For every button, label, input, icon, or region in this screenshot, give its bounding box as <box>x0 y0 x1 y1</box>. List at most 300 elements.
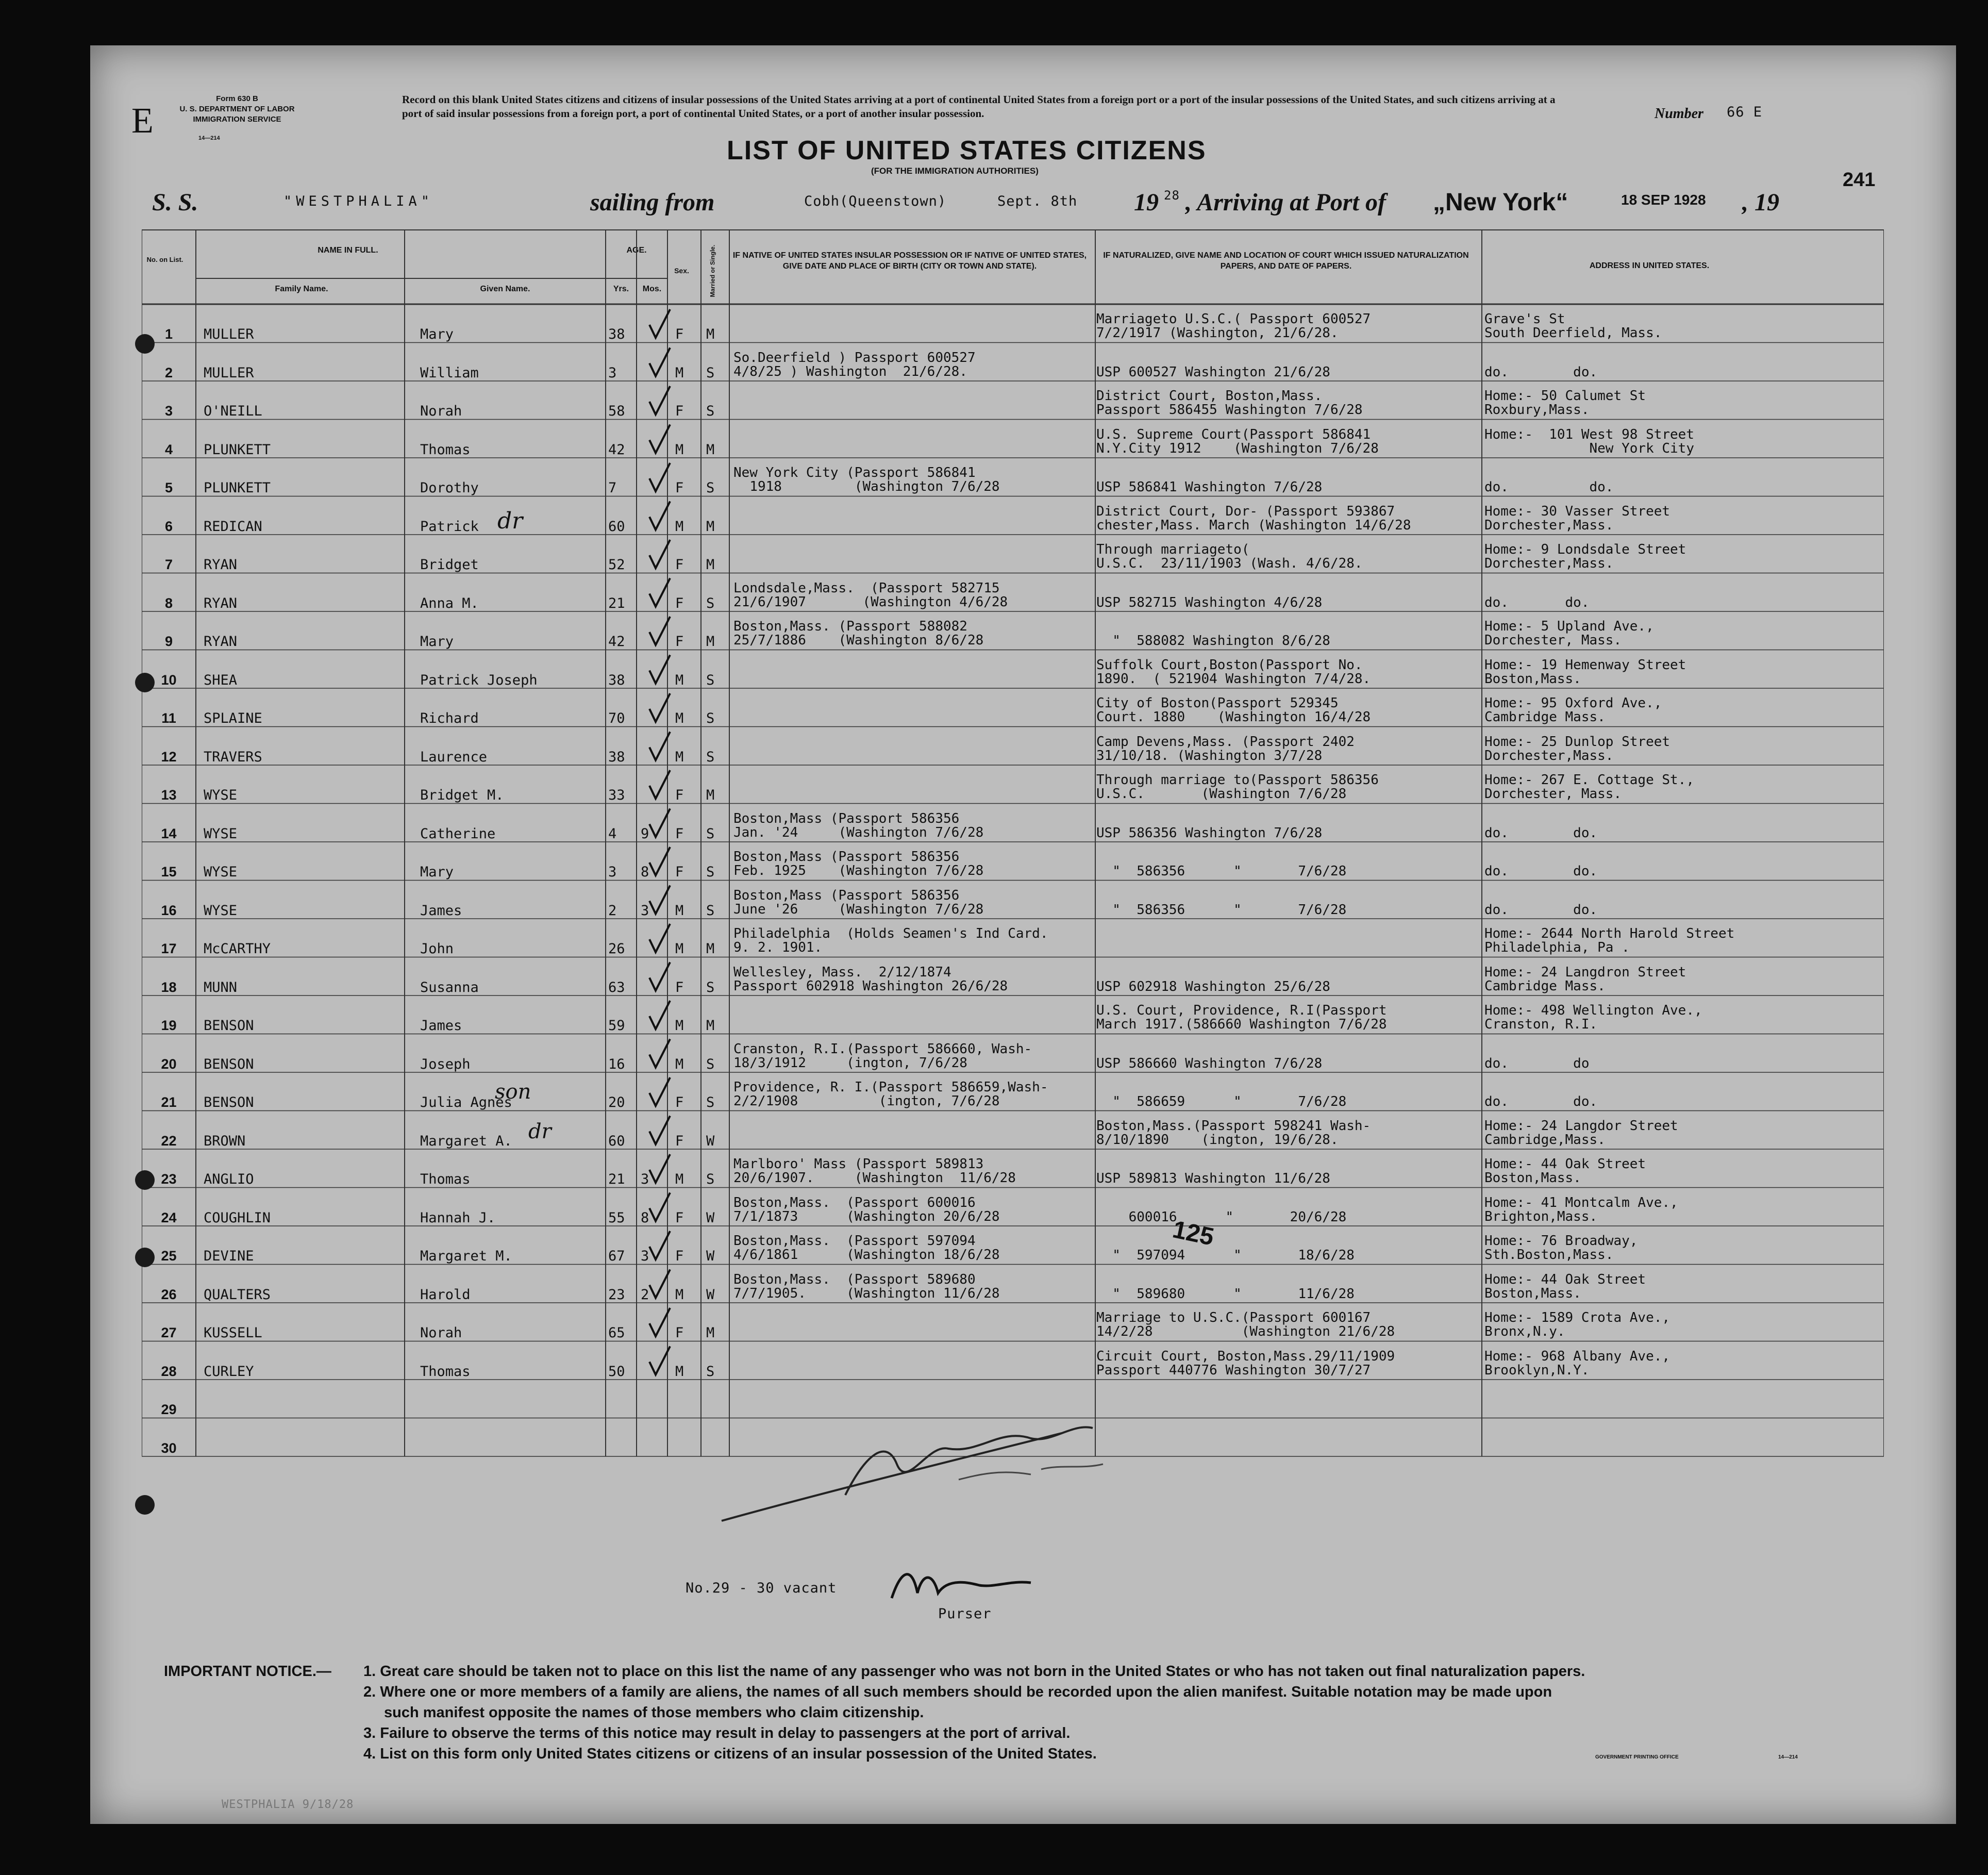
age-years: 59 <box>608 1018 625 1034</box>
us-address: Home:- 19 Hemenway Street Boston,Mass. <box>1484 657 1686 687</box>
us-address: do. do. <box>1484 364 1598 380</box>
row-number: 7 <box>164 557 173 572</box>
header-months: Mos. <box>642 285 662 293</box>
punch-hole <box>135 1248 155 1267</box>
us-address: do. do. <box>1484 825 1598 841</box>
given-name: Margaret A. <box>420 1133 512 1149</box>
birth-info: Providence, R. I.(Passport 586659,Wash- 2/2/1908 (ington, 7/6/28 <box>733 1080 1048 1109</box>
age-years: 65 <box>608 1325 625 1341</box>
us-address: Home:- 24 Langdor Street Cambridge,Mass. <box>1484 1118 1678 1148</box>
header-instructions: Record on this blank United States citizens and citizens of insular possessions of the United States arriving at a port of continental United States from a foreign port or a port of the insular possessions of the United States, and such citizens arriving at a port of said insular possessions from a foreign port, a port of continental United States, or a port of another insular possession. <box>402 93 1556 120</box>
age-years: 67 <box>608 1248 625 1264</box>
year2-prefix: , 19 <box>1742 189 1779 216</box>
family-name: WYSE <box>204 864 238 880</box>
sex: M <box>675 941 684 957</box>
naturalization-info: Marriage to U.S.C.(Passport 600167 14/2/28 (Washington 21/6/28 <box>1096 1310 1395 1339</box>
marital-status: S <box>706 1171 715 1187</box>
given-name: James <box>420 902 462 919</box>
row-number: 30 <box>161 1440 177 1456</box>
given-name: Hannah J. <box>420 1209 496 1226</box>
us-address: Home:- 50 Calumet St Roxbury,Mass. <box>1484 388 1646 418</box>
age-months: 8 <box>641 1209 649 1226</box>
notice-item-1: 1. Great care should be taken not to place on this list the name of any passenger who was not born in the United States or who has not taken out final naturalization papers. <box>363 1663 1585 1680</box>
age-years: 60 <box>608 518 625 535</box>
sex: M <box>675 1018 684 1034</box>
age-years: 42 <box>608 441 625 458</box>
marital-status: S <box>706 1363 715 1380</box>
header-married-single: Married or Single. <box>709 244 716 297</box>
naturalization-info: Through marriageto( U.S.C. 23/11/1903 (Wash. 4/6/28. <box>1096 542 1363 571</box>
family-name: MULLER <box>204 364 254 381</box>
sex: M <box>675 1286 684 1303</box>
marital-status: S <box>706 749 715 765</box>
annotation-son-row20: son <box>495 1080 531 1104</box>
naturalization-info: USP 586841 Washington 7/6/28 <box>1096 479 1323 495</box>
vacant-note: No.29 - 30 vacant <box>686 1580 837 1596</box>
row-number: 9 <box>164 634 173 649</box>
ss-label: S. S. <box>152 189 198 216</box>
family-name: WYSE <box>204 787 238 803</box>
age-months: 3 <box>641 1171 649 1187</box>
sex: F <box>675 864 684 880</box>
family-name: COUGHLIN <box>204 1209 271 1226</box>
row-number: 15 <box>161 864 177 880</box>
naturalization-info: Through marriage to(Passport 586356 U.S.C. (Washington 7/6/28 <box>1096 772 1379 802</box>
age-years: 23 <box>608 1286 625 1303</box>
naturalization-info: " 597094 " 18/6/28 <box>1096 1248 1355 1263</box>
age-years: 16 <box>608 1056 625 1072</box>
sex: M <box>675 672 684 688</box>
age-years: 21 <box>608 595 625 611</box>
row-number: 19 <box>161 1018 177 1033</box>
row-number: 14 <box>161 825 177 841</box>
marital-status: M <box>706 634 715 650</box>
age-months: 3 <box>641 902 649 919</box>
age-years: 42 <box>608 634 625 650</box>
header-name-in-full: NAME IN FULL. <box>318 246 378 255</box>
row-number: 29 <box>161 1402 177 1417</box>
naturalization-info: Suffolk Court,Boston(Passport No. 1890. ( 521904 Washington 7/4/28. <box>1096 657 1371 687</box>
printer-code: 14—214 <box>1778 1754 1798 1760</box>
us-address: do. do <box>1484 1055 1590 1071</box>
annotation-dau-row21: dr <box>528 1120 552 1143</box>
given-name: Norah <box>420 1325 462 1341</box>
birth-info: Boston,Mass (Passport 586356 Feb. 1925 (Washington 7/6/28 <box>733 849 984 878</box>
us-address: Home:- 44 Oak Street Boston,Mass. <box>1484 1271 1646 1301</box>
row-number: 13 <box>161 787 177 803</box>
us-address: do. do. <box>1484 864 1598 879</box>
naturalization-info: District Court, Dor- (Passport 593867 chester,Mass. March (Washington 14/6/28 <box>1096 503 1411 533</box>
sex: F <box>675 1325 684 1341</box>
birth-info: Boston,Mass (Passport 586356 June '26 (Washington 7/6/28 <box>733 887 984 917</box>
marital-status: M <box>706 1325 715 1341</box>
year-value: 28 <box>1164 188 1180 203</box>
age-years: 60 <box>608 1133 625 1149</box>
age-years: 3 <box>608 364 617 381</box>
purser-label: Purser <box>938 1606 992 1622</box>
arrival-port: „New York“ <box>1433 189 1568 216</box>
family-name: QUALTERS <box>204 1286 271 1303</box>
marital-status: S <box>706 979 715 995</box>
punch-hole <box>135 1495 155 1515</box>
birth-info: Boston,Mass. (Passport 597094 4/6/1861 (Washington 18/6/28 <box>733 1233 1000 1263</box>
printer-mark: GOVERNMENT PRINTING OFFICE <box>1595 1754 1679 1760</box>
marital-status: S <box>706 480 715 496</box>
family-name: MULLER <box>204 326 254 342</box>
naturalization-info: USP 586660 Washington 7/6/28 <box>1096 1055 1323 1071</box>
family-name: PLUNKETT <box>204 441 271 458</box>
marital-status: S <box>706 864 715 880</box>
sex: F <box>675 634 684 650</box>
naturalization-info: " 588082 Washington 8/6/28 <box>1096 633 1330 649</box>
row-number: 4 <box>164 441 173 457</box>
marital-status: W <box>706 1248 715 1264</box>
marital-status: W <box>706 1133 715 1149</box>
sex: F <box>675 1209 684 1226</box>
family-name: TRAVERS <box>204 749 262 765</box>
form-number: Form 630 B <box>216 94 258 103</box>
us-address: Home:- 5 Upland Ave., Dorchester, Mass. <box>1484 619 1654 648</box>
us-address: Home:- 1589 Crota Ave., Bronx,N.y. <box>1484 1310 1670 1339</box>
row-number: 11 <box>161 710 176 726</box>
notice-item-2: 2. Where one or more members of a family are aliens, the names of all such members should be recorded upon the alien manifest. Suitable notation may be made upon <box>363 1684 1552 1700</box>
family-name: WYSE <box>204 902 238 919</box>
sex: M <box>675 364 684 381</box>
age-years: 52 <box>608 557 625 573</box>
given-name: Bridget M. <box>420 787 504 803</box>
age-years: 7 <box>608 480 617 496</box>
marital-status: S <box>706 710 715 726</box>
family-name: BENSON <box>204 1056 254 1072</box>
notice-item-3: 3. Failure to observe the terms of this notice may result in delay to passengers at the port of arrival. <box>363 1725 1071 1741</box>
family-name: BENSON <box>204 1018 254 1034</box>
given-name: Mary <box>420 864 454 880</box>
notice-list <box>363 1661 1910 1764</box>
naturalization-info: U.S. Supreme Court(Passport 586841 N.Y.City 1912 (Washington 7/6/28 <box>1096 426 1379 456</box>
header-sex: Sex. <box>674 267 689 275</box>
punch-hole <box>135 673 155 692</box>
header-family-name: Family Name. <box>275 285 328 293</box>
marital-status: M <box>706 326 715 342</box>
row-number: 28 <box>161 1363 177 1379</box>
given-name: Joseph <box>420 1056 471 1072</box>
given-name: Harold <box>420 1286 471 1303</box>
age-years: 50 <box>608 1363 625 1380</box>
departure-port: Cobh(Queenstown) <box>804 193 947 209</box>
row-number: 21 <box>161 1094 177 1110</box>
department-name: U. S. DEPARTMENT OF LABOR <box>179 105 295 113</box>
row-number: 16 <box>161 902 177 918</box>
row-number: 1 <box>164 326 173 342</box>
notice-lead: IMPORTANT NOTICE.— <box>164 1663 331 1680</box>
naturalization-info: U.S. Court, Providence, R.I(Passport March 1917.(586660 Washington 7/6/28 <box>1096 1003 1387 1032</box>
age-years: 4 <box>608 825 617 842</box>
us-address: Home:- 498 Wellington Ave., Cranston, R.I. <box>1484 1003 1702 1032</box>
us-address: do. do. <box>1484 902 1598 918</box>
age-months: 2 <box>641 1286 649 1303</box>
family-name: BENSON <box>204 1094 254 1110</box>
header-no: No. on List. <box>146 256 183 263</box>
age-months: 9 <box>641 825 649 842</box>
family-name: BROWN <box>204 1133 246 1149</box>
arrival-date-stamp: 18 SEP 1928 <box>1621 192 1706 208</box>
page-title: LIST OF UNITED STATES CITIZENS <box>727 136 1207 165</box>
marital-status: M <box>706 518 715 535</box>
marital-status: M <box>706 441 715 458</box>
family-name: ANGLIO <box>204 1171 254 1187</box>
naturalization-info: Circuit Court, Boston,Mass.29/11/1909 Passport 440776 Washington 30/7/27 <box>1096 1348 1395 1378</box>
us-address: Grave's St South Deerfield, Mass. <box>1484 311 1662 341</box>
age-years: 63 <box>608 979 625 995</box>
family-name: RYAN <box>204 557 238 573</box>
given-name: Thomas <box>420 1363 471 1380</box>
sex: F <box>675 480 684 496</box>
sex: F <box>675 326 684 342</box>
form-code-block <box>155 94 320 125</box>
age-years: 33 <box>608 787 625 803</box>
annotation-dau-row5: dr <box>497 508 523 534</box>
ship-name: "WESTPHALIA" <box>283 193 434 209</box>
family-name: CURLEY <box>204 1363 254 1380</box>
age-years: 20 <box>608 1094 625 1110</box>
row-number: 22 <box>161 1133 177 1149</box>
sex: F <box>675 1248 684 1264</box>
age-years: 38 <box>608 672 625 688</box>
birth-info: Boston,Mass (Passport 586356 Jan. '24 (Washington 7/6/28 <box>733 810 984 840</box>
family-name: MUNN <box>204 979 238 995</box>
naturalization-info: " 586659 " 7/6/28 <box>1096 1094 1347 1109</box>
page-number: 241 <box>1843 169 1876 191</box>
naturalization-info: USP 600527 Washington 21/6/28 <box>1096 364 1330 380</box>
us-address: Home:- 76 Broadway, Sth.Boston,Mass. <box>1484 1233 1638 1263</box>
given-name: Patrick <box>420 518 479 535</box>
given-name: Susanna <box>420 979 479 995</box>
inspector-signature <box>711 1392 1175 1536</box>
marital-status: M <box>706 1018 715 1034</box>
marital-status: W <box>706 1209 715 1226</box>
marital-status: M <box>706 941 715 957</box>
header-naturalized: IF NATURALIZED, GIVE NAME AND LOCATION OF COURT WHICH ISSUED NATURALIZATION PAPERS, AND DATE OF PAPERS. <box>1103 251 1469 271</box>
birth-info: Londsdale,Mass. (Passport 582715 21/6/1907 (Washington 4/6/28 <box>733 580 1008 610</box>
marital-status: S <box>706 595 715 611</box>
birth-info: Boston,Mass. (Passport 588082 25/7/1886 (Washington 8/6/28 <box>733 619 984 648</box>
us-address: Home:- 968 Albany Ave., Brooklyn,N.Y. <box>1484 1348 1670 1378</box>
age-years: 21 <box>608 1171 625 1187</box>
marital-status: S <box>706 1094 715 1110</box>
row-number: 26 <box>161 1286 177 1302</box>
naturalization-info: USP 602918 Washington 25/6/28 <box>1096 978 1330 994</box>
given-name: Thomas <box>420 1171 471 1187</box>
row-number: 23 <box>161 1171 177 1187</box>
us-address: Home:- 9 Londsdale Street Dorchester,Mass. <box>1484 542 1686 571</box>
birth-info: Cranston, R.I.(Passport 586660, Wash- 18/3/1912 (ington, 7/6/28 <box>733 1041 1032 1071</box>
birth-info: New York City (Passport 586841 1918 (Washington 7/6/28 <box>733 465 1000 494</box>
sailing-from-label: sailing from <box>590 189 715 216</box>
marital-status: S <box>706 1056 715 1072</box>
given-name: Anna M. <box>420 595 479 611</box>
us-address: Home:- 30 Vasser Street Dorchester,Mass. <box>1484 503 1670 533</box>
us-address: Home:- 24 Langdron Street Cambridge Mass. <box>1484 964 1686 994</box>
family-name: O'NEILL <box>204 403 262 419</box>
table-body <box>142 229 1884 1467</box>
birth-info: Boston,Mass. (Passport 600016 7/1/1873 (Washington 20/6/28 <box>733 1194 1000 1224</box>
sex: F <box>675 979 684 995</box>
us-address: Home:- 267 E. Cottage St., Dorchester, Mass. <box>1484 772 1694 802</box>
naturalization-info: Camp Devens,Mass. (Passport 2402 31/10/18. (Washington 3/7/28 <box>1096 734 1355 764</box>
age-years: 55 <box>608 1209 625 1226</box>
family-name: WYSE <box>204 825 238 842</box>
naturalization-info: USP 582715 Washington 4/6/28 <box>1096 594 1323 610</box>
age-years: 38 <box>608 749 625 765</box>
age-months: 8 <box>641 864 649 880</box>
naturalization-info: " 586356 " 7/6/28 <box>1096 864 1347 879</box>
marital-status: S <box>706 902 715 919</box>
row-number: 24 <box>161 1209 177 1225</box>
sex: F <box>675 825 684 842</box>
notice-item-2-cont: such manifest opposite the names of those members who claim citizenship. <box>384 1704 924 1721</box>
birth-info: Philadelphia (Holds Seamen's Ind Card. 9. 2. 1901. <box>733 926 1048 955</box>
sex: F <box>675 557 684 573</box>
us-address: Home:- 95 Oxford Ave., Cambridge Mass. <box>1484 695 1662 725</box>
row-number: 8 <box>164 595 173 611</box>
marital-status: S <box>706 672 715 688</box>
us-address: Home:- 41 Montcalm Ave., Brighton,Mass. <box>1484 1194 1678 1224</box>
form-letter: E <box>131 101 154 141</box>
number-value: 66 E <box>1727 104 1763 120</box>
header-age: AGE. <box>626 246 647 255</box>
given-name: Patrick Joseph <box>420 672 538 688</box>
given-name: Mary <box>420 634 454 650</box>
naturalization-info: District Court, Boston,Mass. Passport 586455 Washington 7/6/28 <box>1096 388 1363 418</box>
service-name: IMMIGRATION SERVICE <box>193 115 281 124</box>
us-address: Home:- 44 Oak Street Boston,Mass. <box>1484 1156 1646 1186</box>
sex: M <box>675 710 684 726</box>
given-name: John <box>420 941 454 957</box>
age-years: 3 <box>608 864 617 880</box>
marital-status: S <box>706 825 715 842</box>
marital-status: W <box>706 1286 715 1303</box>
row-number: 12 <box>161 749 177 765</box>
us-address: Home:- 25 Dunlop Street Dorchester,Mass. <box>1484 734 1670 764</box>
row-number: 5 <box>164 480 173 495</box>
naturalization-info: City of Boston(Passport 529345 Court. 1880 (Washington 16/4/28 <box>1096 695 1371 725</box>
family-name: SPLAINE <box>204 710 262 726</box>
sex: M <box>675 1171 684 1187</box>
given-name: Thomas <box>420 441 471 458</box>
us-address: do. do. <box>1484 1094 1598 1109</box>
given-name: Richard <box>420 710 479 726</box>
age-years: 58 <box>608 403 625 419</box>
row-number: 17 <box>161 941 177 956</box>
sex: F <box>675 403 684 419</box>
header-years: Yrs. <box>613 285 629 293</box>
us-address: Home:- 2644 North Harold Street Philadelphia, Pa . <box>1484 926 1735 955</box>
sex: M <box>675 902 684 919</box>
row-number: 20 <box>161 1056 177 1072</box>
punch-hole <box>135 1170 155 1190</box>
row-number: 27 <box>161 1325 177 1340</box>
marital-status: M <box>706 787 715 803</box>
given-name: Mary <box>420 326 454 342</box>
row-number: 18 <box>161 979 177 995</box>
naturalization-info: 600016 " 20/6/28 <box>1096 1209 1347 1225</box>
us-address: Home:- 101 West 98 Street New York City <box>1484 426 1694 456</box>
sex: F <box>675 787 684 803</box>
row-number: 3 <box>164 403 173 419</box>
birth-info: So.Deerfield ) Passport 600527 4/8/25 ) Washington 21/6/28. <box>733 350 976 379</box>
naturalization-info: Boston,Mass.(Passport 598241 Wash- 8/10/1890 (ington, 19/6/28. <box>1096 1118 1371 1148</box>
number-label: Number <box>1655 106 1703 122</box>
notice-item-4: 4. List on this form only United States citizens or citizens of an insular possession of the United States. <box>363 1746 1097 1762</box>
birth-info: Boston,Mass. (Passport 589680 7/7/1905. (Washington 11/6/28 <box>733 1271 1000 1301</box>
family-name: REDICAN <box>204 518 262 535</box>
given-name: Julia Agnes <box>420 1094 512 1110</box>
sex: F <box>675 595 684 611</box>
row-number: 25 <box>161 1248 177 1264</box>
naturalization-info: USP 589813 Washington 11/6/28 <box>1096 1171 1330 1186</box>
family-name: SHEA <box>204 672 238 688</box>
naturalization-info: USP 586356 Washington 7/6/28 <box>1096 825 1323 841</box>
age-years: 70 <box>608 710 625 726</box>
us-address: do. do. <box>1484 479 1614 495</box>
sex: M <box>675 749 684 765</box>
us-address: do. do. <box>1484 594 1590 610</box>
sex: M <box>675 518 684 535</box>
departure-date: Sept. 8th <box>997 193 1078 209</box>
marital-status: M <box>706 557 715 573</box>
birth-info: Wellesley, Mass. 2/12/1874 Passport 602918 Washington 26/6/28 <box>733 964 1008 994</box>
header-native-birth: IF NATIVE OF UNITED STATES INSULAR POSSESSION OR IF NATIVE OF UNITED STATES, GIVE DATE AND PLACE OF BIRTH (CITY OR TOWN AND STATE). <box>732 251 1087 271</box>
page-subtitle: (FOR THE IMMIGRATION AUTHORITIES) <box>871 166 1039 176</box>
sex: F <box>675 1094 684 1110</box>
sex: M <box>675 441 684 458</box>
age-years: 26 <box>608 941 625 957</box>
given-name: Norah <box>420 403 462 419</box>
given-name: Catherine <box>420 825 496 842</box>
stamp-125: 125 <box>1170 1216 1216 1251</box>
purser-signature <box>887 1562 1041 1608</box>
given-name: William <box>420 364 479 381</box>
given-name: Dorothy <box>420 480 479 496</box>
marital-status: S <box>706 403 715 419</box>
given-name: Bridget <box>420 557 479 573</box>
age-years: 2 <box>608 902 617 919</box>
sex: M <box>675 1363 684 1380</box>
row-number: 2 <box>164 364 173 380</box>
punch-hole <box>135 334 155 354</box>
age-months: 3 <box>641 1248 649 1264</box>
sex: M <box>675 1056 684 1072</box>
header-address: ADDRESS IN UNITED STATES. <box>1589 261 1710 270</box>
year-prefix: 19 <box>1134 189 1159 216</box>
small-form-code: 14—214 <box>198 135 220 141</box>
marital-status: S <box>706 364 715 381</box>
family-name: KUSSELL <box>204 1325 262 1341</box>
sex: F <box>675 1133 684 1149</box>
naturalization-info: " 586356 " 7/6/28 <box>1096 902 1347 918</box>
given-name: James <box>420 1018 462 1034</box>
header-given-name: Given Name. <box>480 285 530 293</box>
family-name: PLUNKETT <box>204 480 271 496</box>
birth-info: Marlboro' Mass (Passport 589813 20/6/1907. (Washington 11/6/28 <box>733 1156 1016 1186</box>
arriving-label: , Arriving at Port of <box>1185 189 1386 216</box>
naturalization-info: Marriageto U.S.C.( Passport 600527 7/2/1917 (Washington, 21/6/28. <box>1096 311 1371 341</box>
family-name: McCARTHY <box>204 941 271 957</box>
manifest-table <box>142 229 1884 1467</box>
naturalization-info: " 589680 " 11/6/28 <box>1096 1286 1355 1302</box>
family-name: RYAN <box>204 634 238 650</box>
family-name: RYAN <box>204 595 238 611</box>
